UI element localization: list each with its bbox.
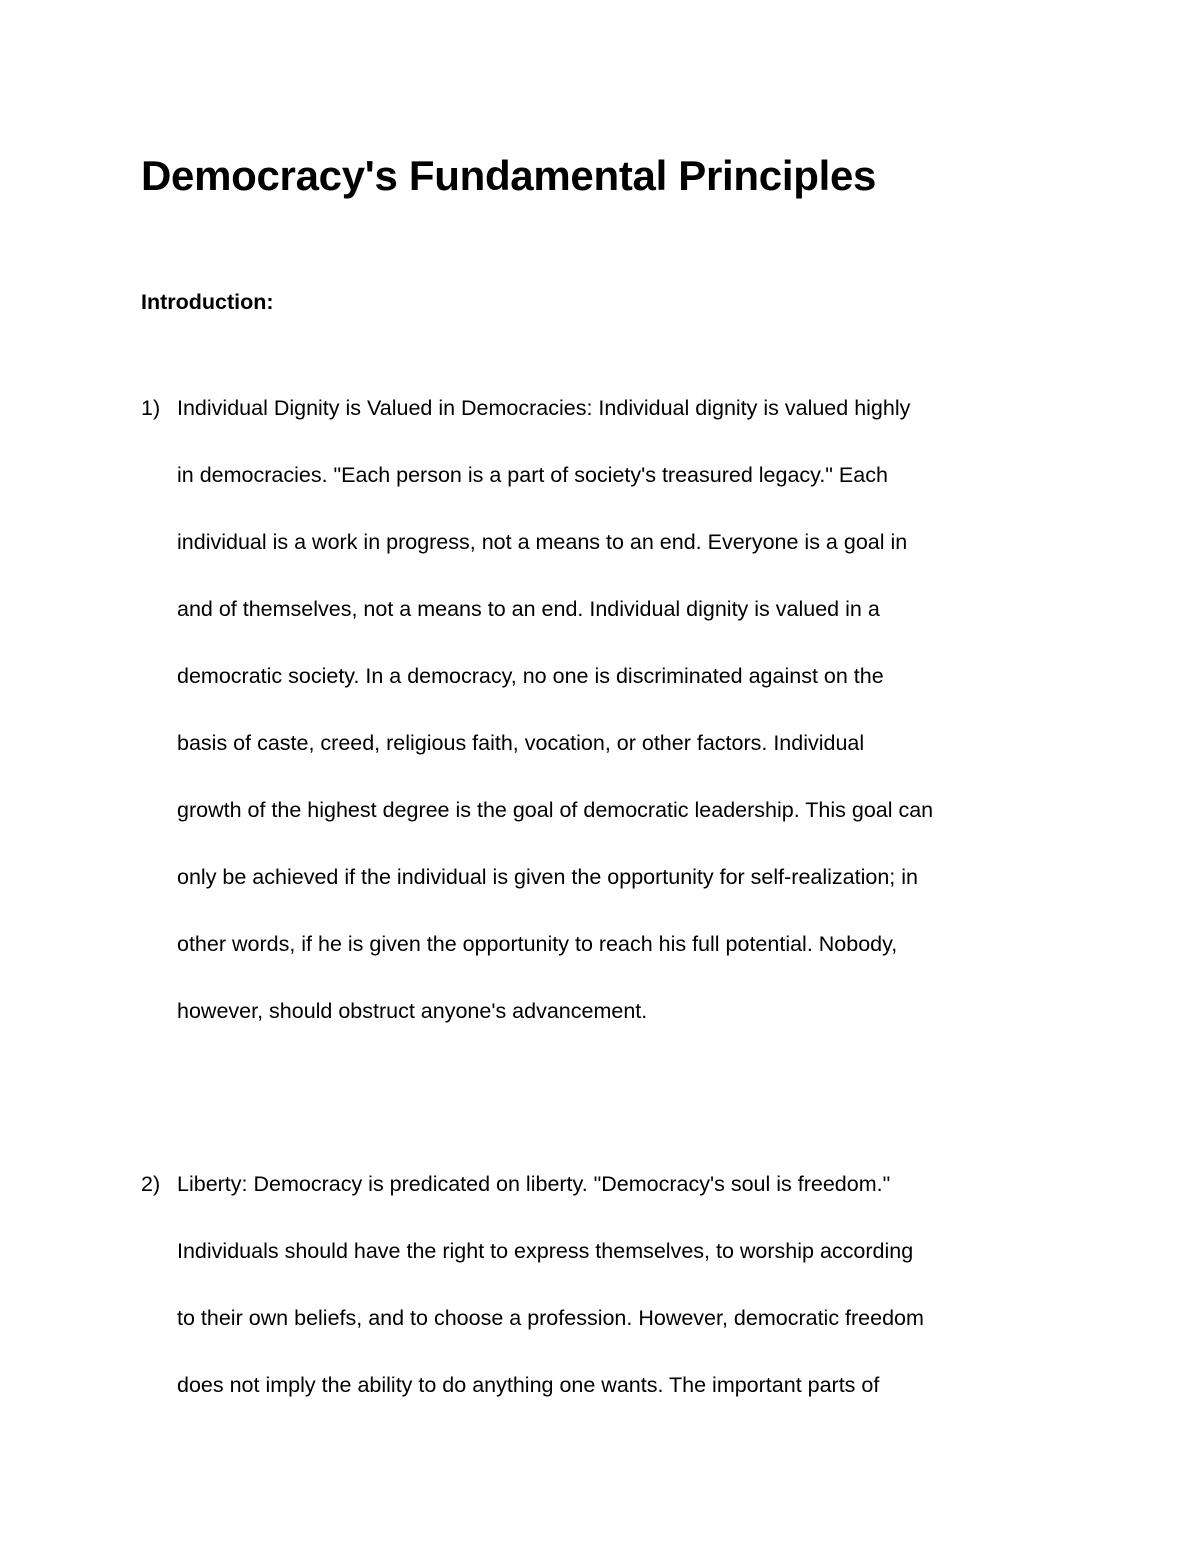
list-item-number: 2) xyxy=(141,1172,161,1196)
section-heading-introduction: Introduction: xyxy=(141,290,274,314)
paragraph-line: and of themselves, not a means to an end. Individual dignity is valued in a xyxy=(177,597,880,621)
paragraph-line: only be achieved if the individual is given the opportunity for self-realization; in xyxy=(177,865,918,889)
paragraph-line: in democracies. "Each person is a part of society's treasured legacy." Each xyxy=(177,463,888,487)
document-title: Democracy's Fundamental Principles xyxy=(141,152,877,199)
paragraph-line: Individuals should have the right to express themselves, to worship according xyxy=(177,1239,914,1263)
paragraph-line: other words, if he is given the opportunity to reach his full potential. Nobody, xyxy=(177,932,898,956)
paragraph-line: basis of caste, creed, religious faith, vocation, or other factors. Individual xyxy=(177,731,865,755)
paragraph-line: Individual Dignity is Valued in Democracies: Individual dignity is valued highly xyxy=(177,396,911,420)
paragraph-line: individual is a work in progress, not a means to an end. Everyone is a goal in xyxy=(177,530,908,554)
paragraph-line: Liberty: Democracy is predicated on liberty. "Democracy's soul is freedom." xyxy=(177,1172,891,1196)
list-item-number: 1) xyxy=(141,396,161,420)
paragraph-line: does not imply the ability to do anything one wants. The important parts of xyxy=(177,1373,880,1397)
paragraph-line: however, should obstruct anyone's advancement. xyxy=(177,999,648,1023)
paragraph-line: growth of the highest degree is the goal of democratic leadership. This goal can xyxy=(177,798,934,822)
paragraph-line: to their own beliefs, and to choose a profession. However, democratic freedom xyxy=(177,1306,924,1330)
paragraph-line: democratic society. In a democracy, no one is discriminated against on the xyxy=(177,664,884,688)
